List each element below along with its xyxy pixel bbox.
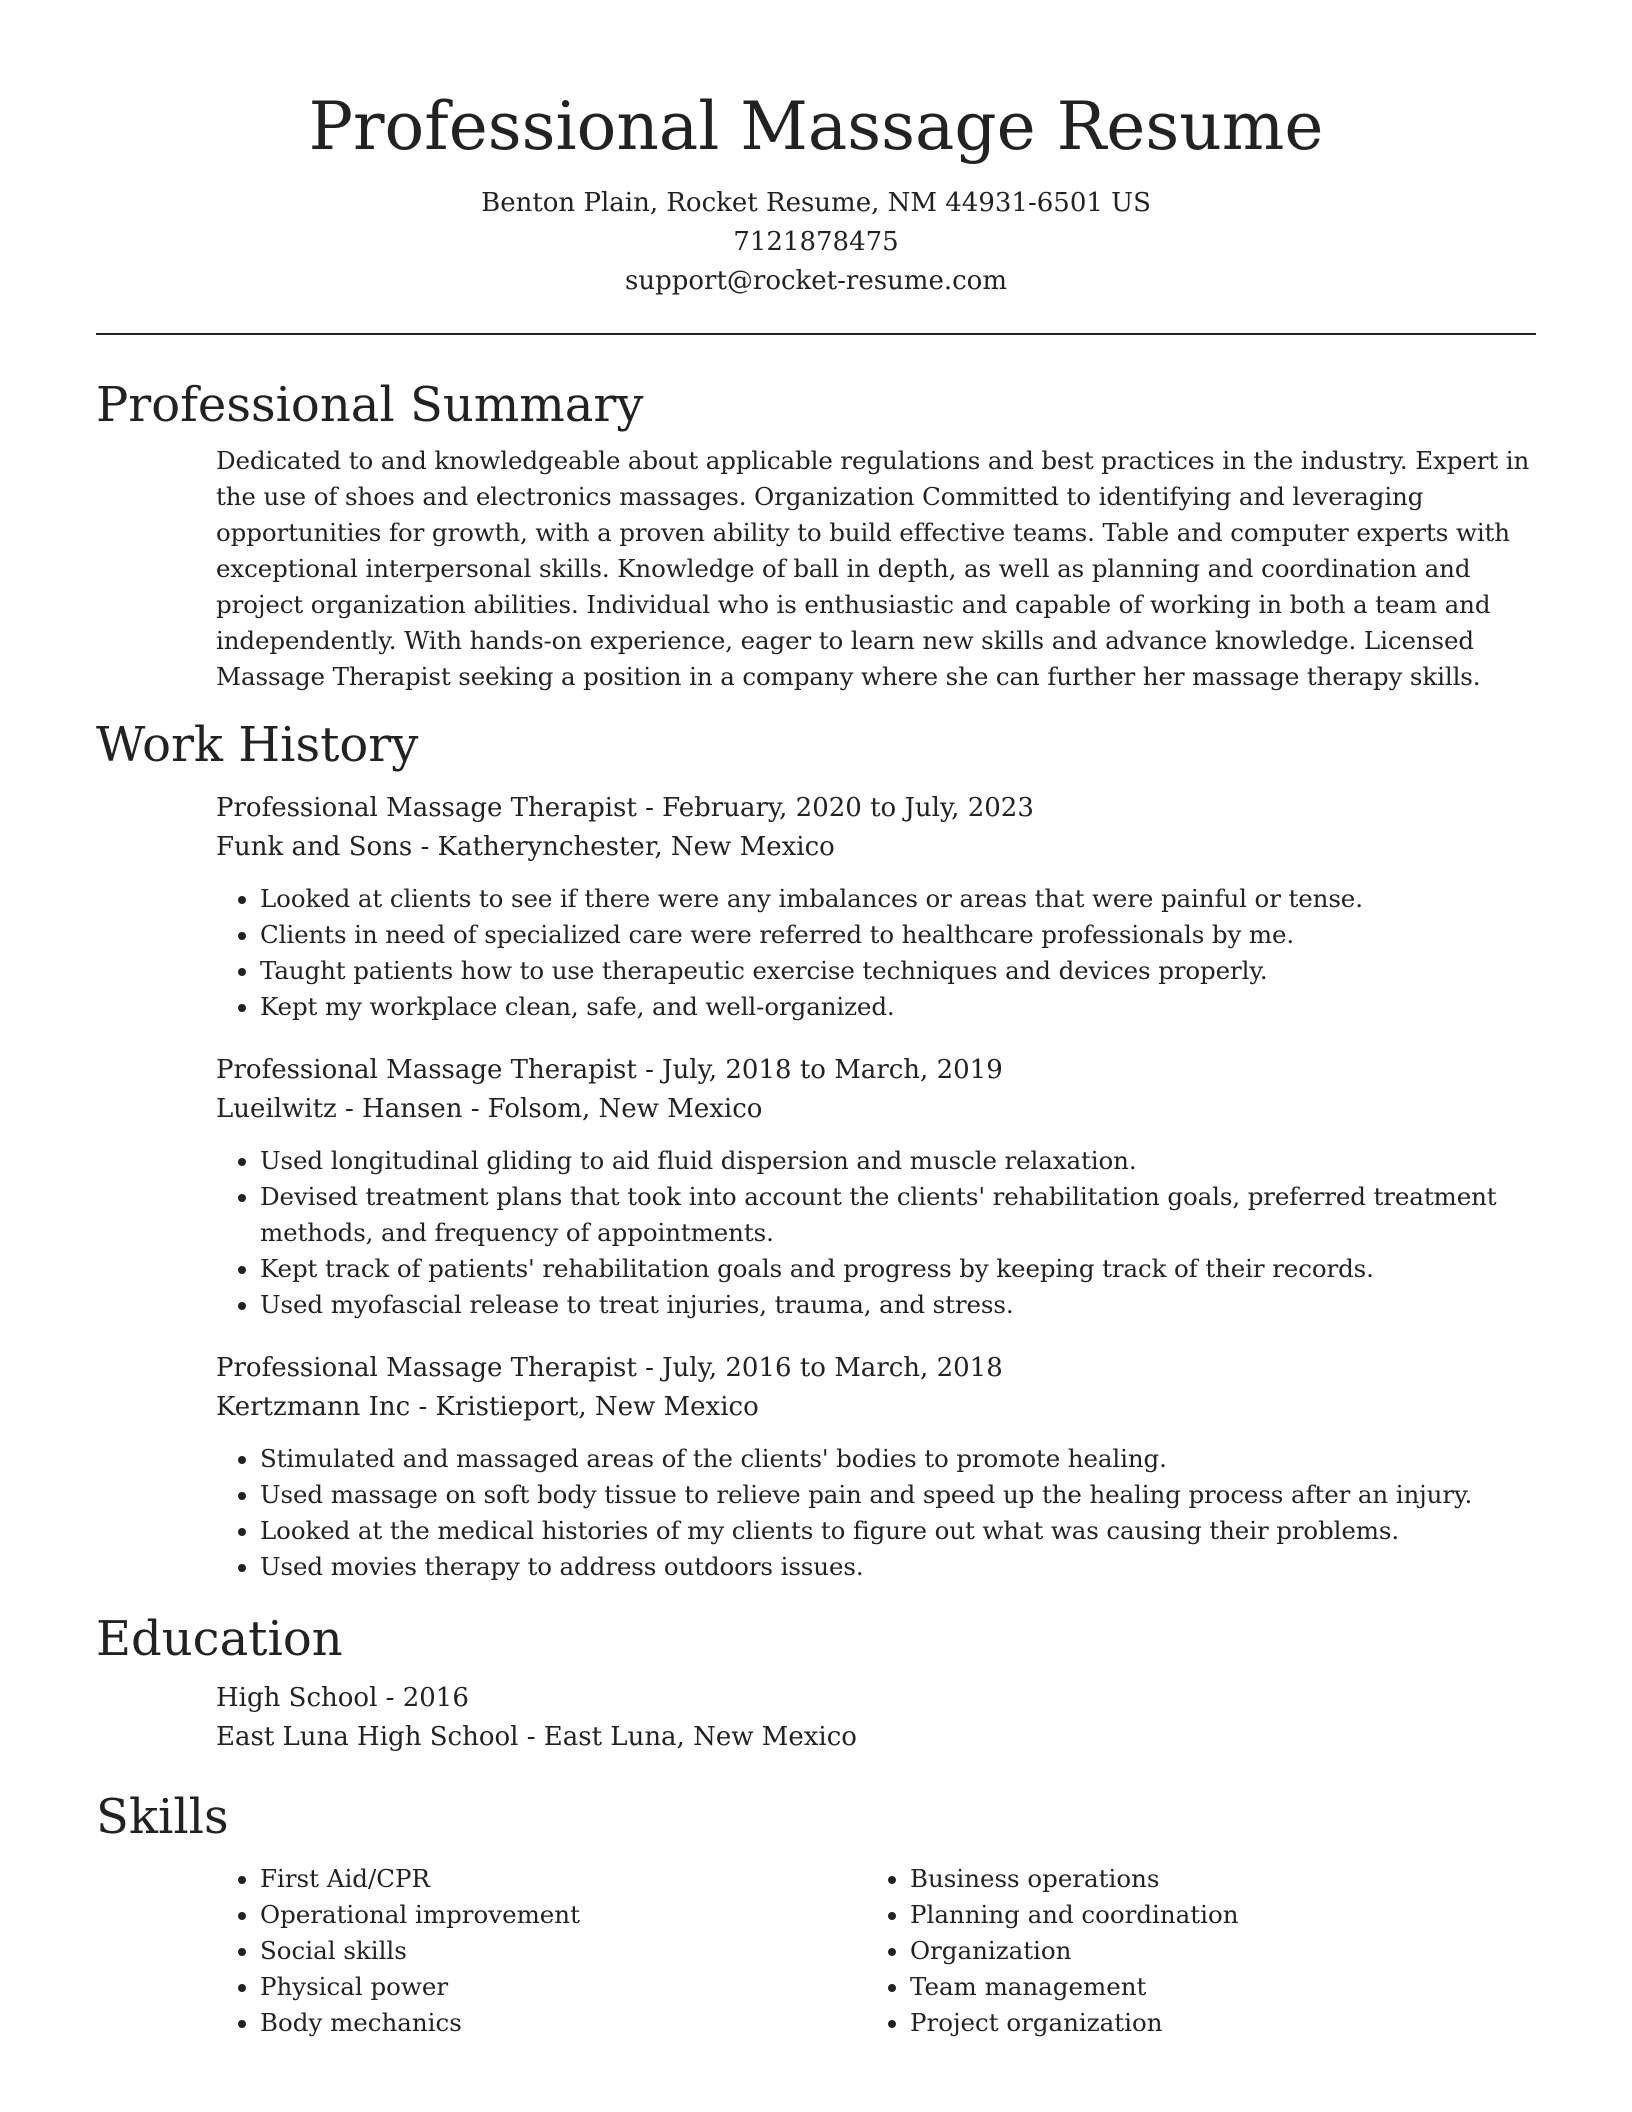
job-duty: • Used movies therapy to address outdoors issues. (260, 1549, 1532, 1585)
job-dates: - July, 2018 to March, 2019 (636, 1055, 1003, 1085)
job-company: Kertzmann Inc (216, 1392, 411, 1422)
job-entry (216, 1051, 1532, 1323)
job-location: - Folsom, New Mexico (462, 1094, 763, 1124)
contact-phone: 7121878475 (733, 227, 899, 257)
contact-email: support@rocket-resume.com (624, 266, 1007, 296)
skills-grid (216, 1861, 1532, 2041)
job-duties-list (216, 881, 1532, 1025)
job-duty: • Taught patients how to use therapeutic exercise techniques and devices properly. (260, 953, 1532, 989)
job-duty: • Kept my workplace clean, safe, and well-organized. (260, 989, 1532, 1025)
skills-column-right (866, 1861, 1516, 2041)
contact-info (96, 184, 1536, 301)
education-year: - 2016 (377, 1683, 469, 1713)
job-location: - Katherynchester, New Mexico (412, 832, 835, 862)
education-location: - East Luna, New Mexico (518, 1722, 857, 1752)
job-duties-list (216, 1441, 1532, 1585)
job-company: Lueilwitz - Hansen (216, 1094, 463, 1124)
skill-item: • Business operations (910, 1861, 1516, 1897)
job-role: Professional Massage Therapist (216, 1353, 637, 1383)
job-entry (216, 789, 1532, 1025)
education-section (216, 1679, 1532, 1757)
job-duty: • Looked at the medical histories of my clients to figure out what was causing their problems. (260, 1513, 1532, 1549)
education-school: East Luna High School (216, 1722, 519, 1752)
skill-item: • Operational improvement (260, 1897, 866, 1933)
job-title-line (216, 1051, 1532, 1090)
summary-heading: Professional Summary (96, 377, 644, 433)
job-location: - Kristieport, New Mexico (410, 1392, 759, 1422)
job-dates: - July, 2016 to March, 2018 (636, 1353, 1003, 1383)
job-company: Funk and Sons (216, 832, 413, 862)
job-role: Professional Massage Therapist (216, 1055, 637, 1085)
skill-item: • Body mechanics (260, 2005, 866, 2041)
job-duty: • Looked at clients to see if there were any imbalances or areas that were painful or tense. (260, 881, 1532, 917)
skills-section (216, 1861, 1532, 2041)
header-divider (96, 333, 1536, 335)
skills-column-left (216, 1861, 866, 2041)
skill-item: • First Aid/CPR (260, 1861, 866, 1897)
job-duty: • Kept track of patients' rehabilitation goals and progress by keeping track of their records. (260, 1251, 1532, 1287)
resume-page (96, 0, 1536, 2041)
education-heading: Education (96, 1611, 343, 1667)
skill-item: • Social skills (260, 1933, 866, 1969)
job-duty: • Stimulated and massaged areas of the clients' bodies to promote healing. (260, 1441, 1532, 1477)
contact-address: Benton Plain, Rocket Resume, NM 44931-6501 US (481, 188, 1151, 218)
job-title-line (216, 1349, 1532, 1388)
job-duty: • Devised treatment plans that took into account the clients' rehabilitation goals, preferred treatment methods, and frequency of appointments. (260, 1179, 1532, 1251)
job-duties-list (216, 1143, 1532, 1323)
skill-item: • Project organization (910, 2005, 1516, 2041)
education-school-line (216, 1718, 1532, 1757)
resume-header (96, 0, 1536, 301)
summary-text: Dedicated to and knowledgeable about applicable regulations and best practices in the industry. Expert in the use of shoes and electronics massages. Organization Committed to identifying and leveraging opportunities for growth, with a proven ability to build effective teams. Table and computer experts with exceptional interpersonal skills. Knowledge of ball in depth, as well as planning and coordination and project organization abilities. Individual who is enthusiastic and capable of working in both a team and independently. With hands-on experience, eager to learn new skills and advance knowledge. Licensed Massage Therapist seeking a position in a company where she can further her massage therapy skills. (216, 446, 1530, 691)
education-degree-line (216, 1679, 1532, 1718)
job-duty: • Used massage on soft body tissue to relieve pain and speed up the healing process after an injury. (260, 1477, 1532, 1513)
job-role: Professional Massage Therapist (216, 793, 637, 823)
job-duty: • Used myofascial release to treat injuries, trauma, and stress. (260, 1287, 1532, 1323)
skill-item: • Team management (910, 1969, 1516, 2005)
skill-item: • Planning and coordination (910, 1897, 1516, 1933)
skill-item: • Organization (910, 1933, 1516, 1969)
education-degree: High School (216, 1683, 378, 1713)
work-history-heading: Work History (96, 717, 419, 773)
skills-heading: Skills (96, 1789, 229, 1845)
work-history-section (216, 789, 1532, 1585)
job-company-line (216, 1090, 1532, 1129)
job-company-line (216, 1388, 1532, 1427)
job-company-line (216, 828, 1532, 867)
skill-item: • Physical power (260, 1969, 866, 2005)
resume-title: Professional Massage Resume (308, 88, 1324, 165)
summary-section (216, 443, 1532, 695)
job-duty: • Clients in need of specialized care were referred to healthcare professionals by me. (260, 917, 1532, 953)
job-title-line (216, 789, 1532, 828)
job-entry (216, 1349, 1532, 1585)
job-duty: • Used longitudinal gliding to aid fluid dispersion and muscle relaxation. (260, 1143, 1532, 1179)
job-dates: - February, 2020 to July, 2023 (636, 793, 1034, 823)
